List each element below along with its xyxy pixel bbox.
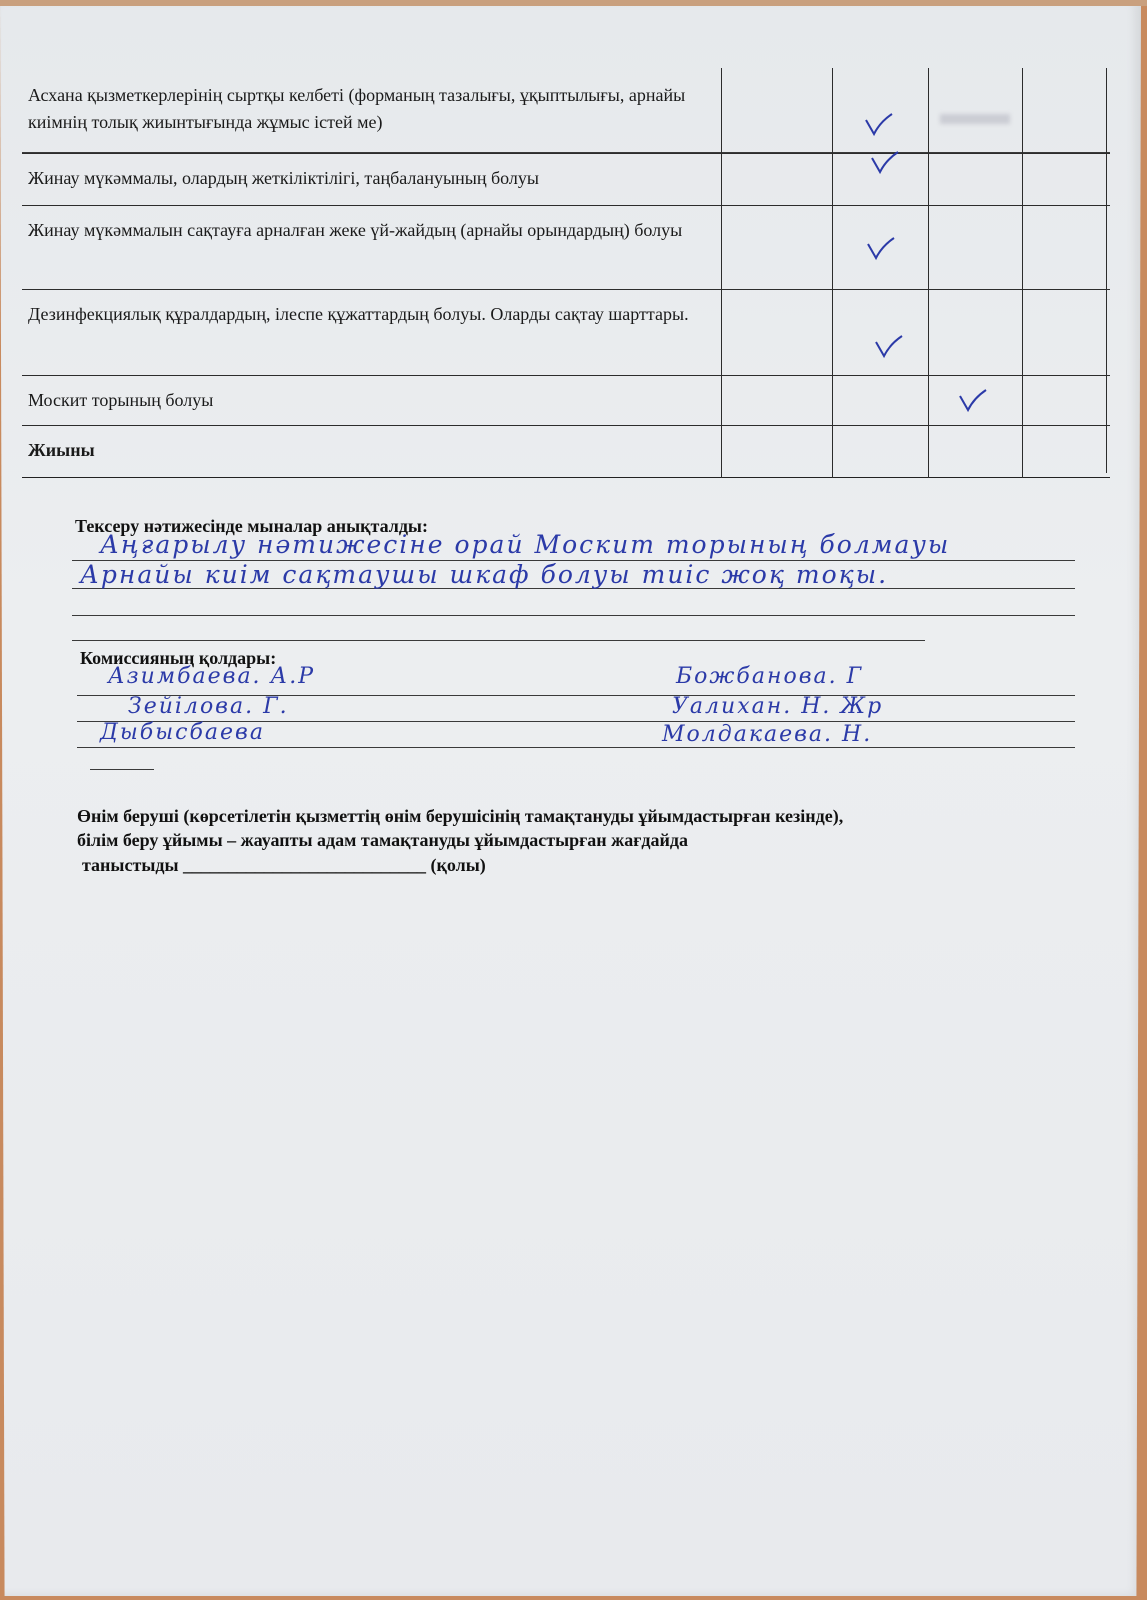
table-row — [22, 289, 1110, 376]
table-row — [22, 205, 1110, 290]
signature-right-1: Божбанова. Г — [676, 664, 864, 689]
erased-mark — [940, 114, 1010, 124]
row-total-label: Жиыны — [28, 440, 95, 460]
handwritten-finding: Арнайы киім сақтаушы шкаф болуы тиіс жоқ тоқы. — [80, 560, 889, 589]
page-edge — [0, 0, 1147, 6]
signature-line — [90, 769, 154, 770]
row-criterion: Жинау мүкәммалын сақтауға арналған жеке үй-жайдың (арнайы орындардың) болуы — [28, 220, 683, 240]
row-criterion: Асхана қызметкерлерінің сыртқы келбеті (форманың тазалығы, ұқыптылығы, арнайы киімнің толық жиынтығында жұмыс істей ме) — [28, 85, 686, 132]
handwritten-finding: Аңғарылу нәтижесіне орай Москит торының болмауы — [100, 530, 951, 559]
checkmark-icon — [874, 334, 904, 360]
signature-right-2: Уалихан. Н. Жр — [672, 694, 884, 719]
signature-left-2: Зейілова. Г. — [128, 694, 289, 719]
table-row — [22, 68, 1110, 154]
table-row-total — [22, 425, 1110, 478]
checkmark-icon — [870, 150, 900, 176]
signature-line — [77, 747, 1075, 748]
signature-left-1: Азимбаева. А.Р — [108, 664, 315, 689]
column-divider — [1022, 68, 1023, 478]
findings-line — [72, 615, 1075, 616]
row-criterion: Дезинфекциялық құралдардың, ілеспе құжаттардың болуы. Оларды сақтау шарттары. — [28, 304, 689, 324]
provider-note-line1: Өнім беруші (көрсетілетін қызметтің өнім берушісінің тамақтануды ұйымдастырған кезінде), — [77, 806, 844, 826]
column-divider — [928, 68, 929, 478]
findings-label: Тексеру нәтижесінде мыналар анықталды: — [75, 516, 428, 536]
provider-note-line2: білім беру ұйымы – жауапты адам тамақтануды ұйымдастырған жағдайда — [77, 830, 688, 850]
commission-label: Комиссияның қолдары: — [80, 648, 277, 668]
row-criterion: Жинау мүкәммалы, олардың жеткіліктілігі, таңбалануының болуы — [28, 168, 539, 188]
column-divider — [1106, 68, 1107, 473]
table-row — [22, 153, 1110, 206]
acknowledged-signature: таныстыды ___________________________ (қолы) — [82, 855, 486, 875]
checkmark-icon — [958, 388, 988, 414]
row-divider — [22, 152, 1110, 153]
findings-line — [72, 640, 925, 641]
column-divider — [832, 68, 833, 478]
table-row — [22, 375, 1110, 426]
checkmark-icon — [866, 236, 896, 262]
column-divider — [721, 68, 722, 478]
checkmark-icon — [864, 112, 894, 138]
row-criterion: Москит торының болуы — [28, 390, 214, 410]
signature-left-3: Дыбысбаева — [100, 720, 265, 745]
signature-right-3: Молдакаева. Н. — [662, 722, 873, 747]
